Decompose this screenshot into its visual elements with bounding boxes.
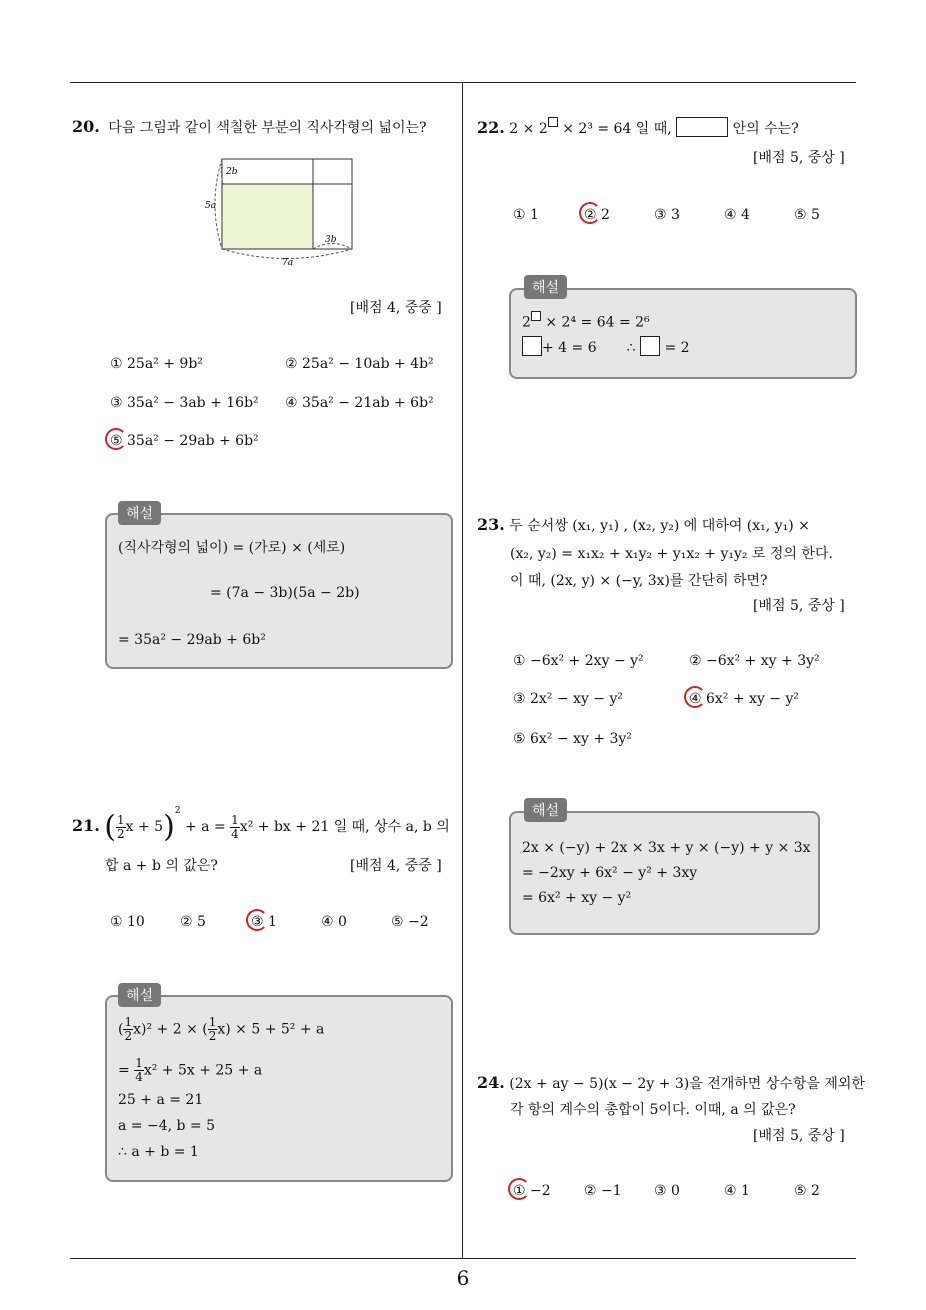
- question-number: 20.: [72, 117, 100, 136]
- question-22: [477, 117, 799, 138]
- question-text: x + 5: [125, 819, 164, 835]
- choice-4[interactable]: ④ 0: [321, 914, 347, 930]
- question-text: 2 × 2: [509, 121, 548, 137]
- solution-tag: 해설: [118, 983, 161, 1007]
- question-text: 각 항의 계수의 총합이 5이다. 이때, a 의 값은?: [510, 1102, 796, 1118]
- score-label: [배점 5, 중상 ]: [753, 1128, 845, 1144]
- solution-tag: 해설: [118, 501, 161, 525]
- question-23: [477, 515, 810, 535]
- solution-line: = −2xy + 6x² − y² + 3xy: [522, 865, 698, 881]
- label-3b: 3b: [325, 235, 337, 245]
- choice-2[interactable]: ② −1: [584, 1183, 622, 1199]
- choice-5[interactable]: ⑤ 5: [794, 207, 820, 223]
- score-label: [배점 4, 중중 ]: [350, 300, 442, 316]
- question-text: 합 a + b 의 값은?: [105, 858, 218, 874]
- question-number: 24.: [477, 1073, 505, 1092]
- choice-1-selected[interactable]: ① −2: [513, 1183, 551, 1199]
- solution-line: ( $\frac{1}{2}$ x)² + 2 × ( $\frac{1}{2}$ x) × 5 + 5² + a: [118, 1015, 325, 1043]
- solution-line: = 35a² − 29ab + 6b²: [118, 632, 266, 648]
- fraction: $\frac{1}{2}$: [117, 812, 125, 841]
- choice-3[interactable]: ③ 35a² − 3ab + 16b²: [110, 395, 259, 411]
- solution-line: (직사각형의 넓이) = (가로) × (세로): [118, 540, 346, 556]
- choice-3[interactable]: ③ 0: [654, 1183, 680, 1199]
- label-2b: 2b: [226, 167, 238, 177]
- label-7a: 7a: [282, 258, 294, 268]
- choice-5[interactable]: ⑤ 6x² − xy + 3y²: [513, 731, 632, 747]
- question-21: 21. ( $\frac{1}{2}$ x + 5)$^2$ + a = $\frac{1}{4}$ x² + bx + 21 일 때, 상수 a, b 의: [72, 806, 450, 845]
- question-20: [72, 117, 427, 137]
- label-5a: 5a: [205, 201, 217, 211]
- choice-1[interactable]: ① −6x² + 2xy − y²: [513, 653, 644, 669]
- question-text: (x₂, y₂) = x₁x₂ + x₁y₂ + y₁x₂ + y₁y₂ 로 정의 한다.: [510, 546, 833, 562]
- choice-3-selected[interactable]: ③ 1: [251, 914, 277, 930]
- choice-4[interactable]: ④ 4: [724, 207, 750, 223]
- solution-box: [509, 288, 857, 379]
- score-label: [배점 4, 중중 ]: [350, 858, 442, 874]
- solution-tag: 해설: [524, 275, 567, 299]
- question-number: 22.: [477, 118, 505, 137]
- question-number: 23.: [477, 515, 505, 534]
- solution-line: + 4 = 6 ∴ = 2: [522, 336, 690, 356]
- question-text: + a =: [185, 819, 226, 835]
- choice-5[interactable]: ⑤ −2: [391, 914, 429, 930]
- question-text: 안의 수는?: [732, 121, 799, 137]
- choice-2[interactable]: ② 5: [180, 914, 206, 930]
- question-text: x² + bx + 21 일 때, 상수 a, b 의: [239, 819, 450, 835]
- solution-line: 2x × (−y) + 2x × 3x + y × (−y) + y × 3x: [522, 840, 811, 856]
- choice-4[interactable]: ④ 1: [724, 1183, 750, 1199]
- score-label: [배점 5, 중상 ]: [753, 150, 845, 166]
- choice-2[interactable]: ② 25a² − 10ab + 4b²: [285, 356, 434, 372]
- solution-line: = $\frac{1}{4}$ x² + 5x + 25 + a: [118, 1056, 263, 1084]
- solution-line: 2 × 2⁴ = 64 = 2⁶: [522, 311, 650, 331]
- solution-tag: 해설: [524, 798, 567, 822]
- choice-4[interactable]: ④ 35a² − 21ab + 6b²: [285, 395, 434, 411]
- choice-2[interactable]: ② −6x² + xy + 3y²: [689, 653, 820, 669]
- choice-2-selected[interactable]: ② 2: [584, 207, 610, 223]
- question-text: × 2³ = 64 일 때,: [557, 121, 672, 137]
- answer-blank: [676, 117, 728, 137]
- solution-line: = 6x² + xy − y²: [522, 890, 632, 906]
- choice-1[interactable]: ① 10: [110, 914, 145, 930]
- choice-5[interactable]: ⑤ 2: [794, 1183, 820, 1199]
- question-text: 이 때, (2x, y) × (−y, 3x)를 간단히 하면?: [510, 573, 768, 589]
- question-text: 다음 그림과 같이 색칠한 부분의 직사각형의 넓이는?: [108, 120, 427, 136]
- bottom-rule: [70, 1258, 856, 1259]
- shaded-region: [222, 184, 313, 249]
- fraction: $\frac{1}{4}$: [231, 812, 239, 841]
- question-24: [477, 1073, 865, 1093]
- choice-1[interactable]: ① 1: [513, 207, 539, 223]
- question-text: (2x + ay − 5)(x − 2y + 3)을 전개하면 상수항을 제외한: [509, 1076, 865, 1092]
- choice-5-selected[interactable]: ⑤ 35a² − 29ab + 6b²: [110, 433, 259, 449]
- choice-1[interactable]: ① 25a² + 9b²: [110, 356, 203, 372]
- column-divider: [462, 82, 463, 1259]
- choice-3[interactable]: ③ 3: [654, 207, 680, 223]
- top-rule: [70, 82, 856, 83]
- question-text: 두 순서쌍 (x₁, y₁) , (x₂, y₂) 에 대하여 (x₁, y₁) ×: [509, 518, 810, 534]
- solution-line: = (7a − 3b)(5a − 2b): [210, 585, 360, 601]
- rectangle-figure: [196, 152, 366, 270]
- question-number: 21.: [72, 816, 100, 835]
- solution-line: ∴ a + b = 1: [118, 1144, 199, 1160]
- score-label: [배점 5, 중상 ]: [753, 598, 845, 614]
- solution-line: 25 + a = 21: [118, 1092, 204, 1108]
- solution-line: a = −4, b = 5: [118, 1118, 216, 1134]
- page-number: 6: [456, 1266, 470, 1290]
- choice-4-selected[interactable]: ④ 6x² + xy − y²: [689, 691, 800, 707]
- choice-3[interactable]: ③ 2x² − xy − y²: [513, 691, 624, 707]
